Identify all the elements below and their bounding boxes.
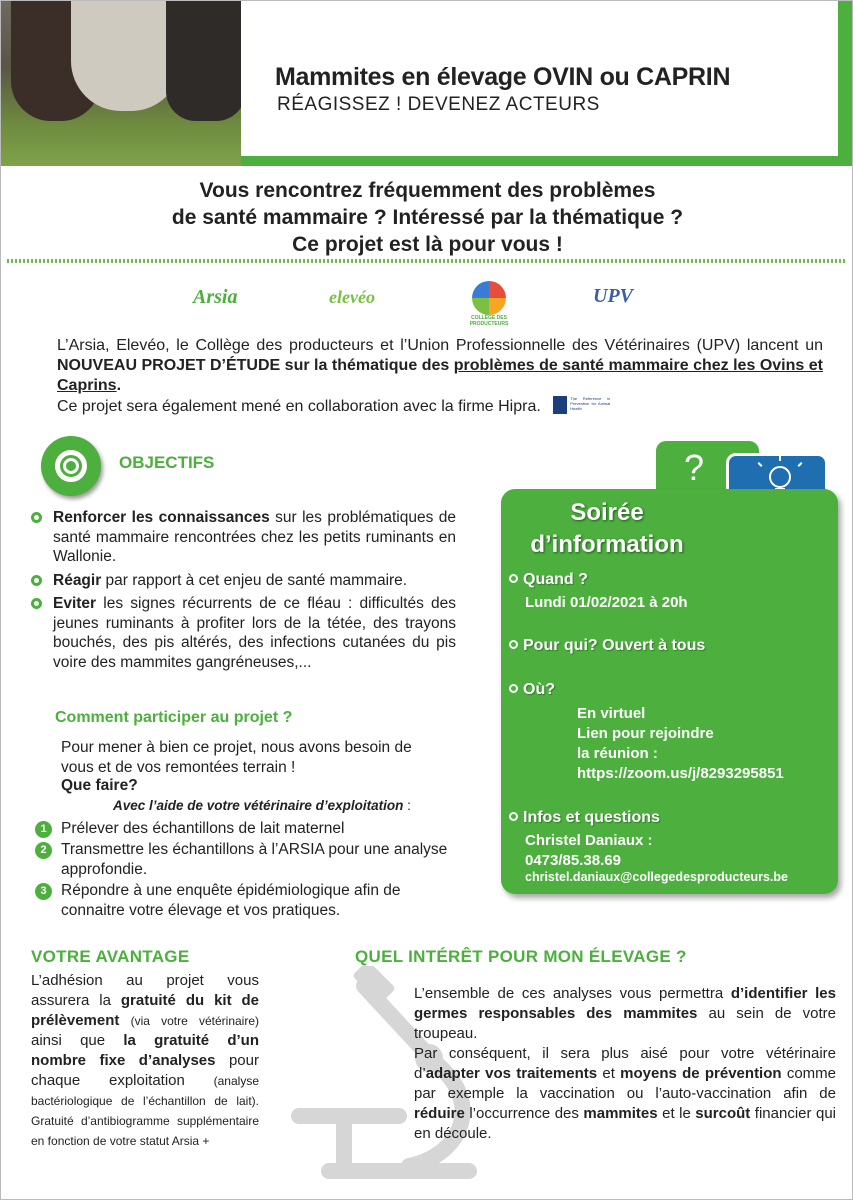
objective-bold: Eviter — [53, 595, 97, 612]
avantage-text — [31, 971, 259, 1151]
bullet-icon — [509, 684, 518, 693]
hipra-logo-caption: The Reference in Prevention for Animal Health — [570, 396, 611, 411]
objectifs-title: OBJECTIFS — [119, 453, 215, 472]
bullet-icon — [509, 574, 518, 583]
contact-info — [525, 831, 653, 871]
participation-body: Pour mener à bien ce projet, nous avons besoin de vous et de vos remontées terrain ! — [61, 739, 412, 776]
step-text: Répondre à une enquête épidémiologique afin de connaitre votre élevage et vos pratiques. — [61, 882, 401, 919]
pour-qui-label — [509, 637, 705, 655]
contact-phone[interactable]: 0473/85.38.69 — [525, 852, 621, 869]
ou-line2: Lien pour rejoindre — [577, 725, 714, 742]
pour-qui-value: Ouvert à tous — [602, 637, 706, 654]
interet-p2j: surcoût — [695, 1105, 751, 1122]
step-number-icon: 3 — [35, 883, 52, 900]
objective-text: par rapport à cet enjeu de santé mammaire. — [101, 571, 408, 589]
infos-label-text: Infos et questions — [523, 809, 660, 826]
college-producteurs-logo — [469, 281, 509, 325]
intro-bold: NOUVEAU PROJET D’ÉTUDE sur la thématique des — [57, 357, 454, 374]
objective-text: sur les problématiques de santé mammaire rencontrées chez les petits ruminants en Wallonie. — [53, 509, 456, 565]
intro-hipra-text: Ce projet sera également mené en collaboration avec la firme Hipra. — [57, 398, 541, 416]
interet-title: QUEL INTÉRÊT POUR MON ÉLEVAGE ? — [355, 947, 687, 966]
bullet-icon — [509, 640, 518, 649]
bullet-icon — [31, 512, 42, 523]
step-text: Prélever des échantillons de lait maternel — [61, 820, 345, 837]
quand-value: Lundi 01/02/2021 à 20h — [525, 594, 688, 611]
participation-title: Comment participer au projet ? — [55, 709, 293, 726]
intro-question-line1: Vous rencontrez fréquemment des problèmes — [199, 179, 656, 202]
intro-question-line2: de santé mammaire ? Intéressé par la thématique ? — [171, 206, 684, 229]
objectives-list — [31, 508, 456, 676]
intro-text: L’Arsia, Elevéo, le Collège des producteurs et l’Union Professionnelle des Vétérinaires (UPV) lancent un — [57, 337, 823, 354]
avec-colon: : — [403, 798, 411, 813]
quand-label-text: Quand ? — [523, 571, 588, 588]
ou-label — [509, 681, 555, 699]
avantage-s2: (analyse bactériologique de l’échantillon de lait). Gratuité d’antibiogramme supplémentaire en fonction de votre statut Arsia + — [31, 1074, 259, 1148]
interet-p1c: au sein de votre troupeau. — [414, 1005, 837, 1042]
header — [1, 1, 853, 166]
college-logo-circle — [472, 281, 506, 315]
target-icon — [41, 436, 101, 496]
intro-underlined: problèmes de santé mammaire chez les Ovins et Caprins — [57, 357, 823, 394]
interet-p2d: moyens de prévention — [620, 1065, 782, 1082]
hipra-logo-mark — [553, 396, 567, 414]
ou-value — [577, 704, 784, 784]
green-bar-right — [838, 1, 853, 166]
hipra-logo — [553, 396, 611, 418]
intro-question — [61, 177, 794, 258]
dotted-divider — [7, 259, 847, 263]
interet-paragraph-1 — [414, 984, 836, 1044]
avantage-t3: pour chaque exploitation — [31, 1052, 259, 1089]
page-title: Mammites en élevage OVIN ou CAPRIN — [275, 63, 731, 91]
intro-paragraph — [57, 336, 823, 418]
contact-email[interactable]: christel.daniaux@collegedesproducteurs.be — [525, 870, 788, 884]
interet-p2f: réduire — [414, 1105, 465, 1122]
avantage-b1: gratuité du kit de prélèvement — [31, 992, 260, 1029]
interet-p2k: financier qui en découle. — [414, 1105, 836, 1142]
objective-bold: Renforcer les connaissances — [53, 509, 270, 526]
page-subtitle: RÉAGISSEZ ! DEVENEZ ACTEURS — [277, 94, 600, 115]
green-bar-bottom — [241, 156, 853, 166]
interet-p2h: mammites — [583, 1105, 658, 1122]
interet-p2b: adapter vos traitements — [425, 1065, 598, 1082]
upv-logo: UPV — [593, 285, 633, 307]
soiree-title-line2: d’information — [530, 531, 684, 558]
college-logo-caption: COLLÈGE DES PRODUCTEURS — [469, 315, 509, 327]
ou-line1: En virtuel — [577, 705, 646, 722]
soiree-title — [517, 497, 697, 561]
step-text: Transmettre les échantillons à l’ARSIA pour une analyse approfondie. — [61, 841, 448, 878]
ou-line3: la réunion : — [577, 745, 658, 762]
avec-text: Avec l’aide de votre vétérinaire d’exploitation — [113, 798, 404, 813]
objective-bold: Réagir — [53, 571, 102, 589]
interet-p2i: et le — [657, 1105, 696, 1122]
sheep-black — [166, 1, 241, 121]
question-mark: ? — [684, 447, 705, 488]
interet-p2e: comme par exemple la vaccination ou l’auto-vaccination afin de — [414, 1065, 836, 1102]
quand-label — [509, 571, 588, 589]
step-number-icon: 2 — [35, 842, 52, 859]
list-item — [31, 594, 456, 672]
objective-text: les signes récurrents de ce fléau : difficultés des jeunes ruminants à profiter lors de la tétée, des trayons bouchés, des pis altérés, des infections cutanées du pis voire des mammites gangréneuses,... — [53, 595, 456, 671]
avantage-s1: (via votre vétérinaire) — [119, 1014, 259, 1028]
interet-p1a: L’ensemble de ces analyses vous permettra — [414, 985, 731, 1002]
bullet-icon — [509, 812, 518, 821]
interet-p2g: l’occurrence des — [464, 1105, 584, 1122]
interet-paragraph-2 — [414, 1044, 836, 1144]
infos-label — [509, 809, 660, 827]
step-item — [35, 840, 465, 880]
pour-qui-label-text: Pour qui? — [523, 637, 598, 654]
eleveo-logo: elevéo — [329, 287, 375, 307]
list-item — [31, 508, 456, 567]
lightbulb-ray — [758, 462, 763, 467]
soiree-information-box — [501, 489, 838, 894]
interet-p2c: et — [597, 1065, 621, 1082]
partner-logos — [1, 281, 853, 331]
bullet-icon — [31, 575, 42, 586]
sheep-white — [71, 1, 181, 111]
que-faire-label: Que faire? — [61, 777, 138, 794]
step-number-icon: 1 — [35, 821, 52, 838]
avantage-title: VOTRE AVANTAGE — [31, 947, 190, 966]
interet-p1b: d’identifier les germes responsables des mammites — [414, 985, 836, 1022]
avantage-t1: L’adhésion au projet vous assurera la — [31, 972, 259, 1009]
soiree-title-line1: Soirée — [570, 499, 644, 526]
zoom-link[interactable]: https://zoom.us/j/8293295851 — [577, 765, 784, 782]
list-item — [31, 571, 456, 591]
arsia-logo: Arsia — [193, 286, 238, 308]
step-item — [35, 819, 465, 839]
intro-period: . — [116, 377, 122, 394]
lightbulb-icon — [769, 466, 791, 488]
avec-veterinaire — [113, 798, 411, 813]
avantage-b2: la gratuité d’un nombre fixe d’analyses — [31, 1032, 259, 1069]
lightbulb-ray — [798, 462, 803, 467]
interet-p2a: Par conséquent, il sera plus aisé pour votre vétérinaire d’ — [414, 1045, 836, 1082]
interet-text — [414, 984, 836, 1144]
intro-question-line3: Ce projet est là pour vous ! — [292, 233, 563, 256]
contact-name: Christel Daniaux : — [525, 832, 653, 849]
avantage-t2: ainsi que — [31, 1032, 124, 1049]
step-item — [35, 881, 465, 921]
ou-label-text: Où? — [523, 681, 555, 698]
steps-list — [35, 819, 465, 922]
sheep-photo — [1, 1, 241, 166]
bullet-icon — [31, 598, 42, 609]
lightbulb-ray — [779, 456, 781, 461]
